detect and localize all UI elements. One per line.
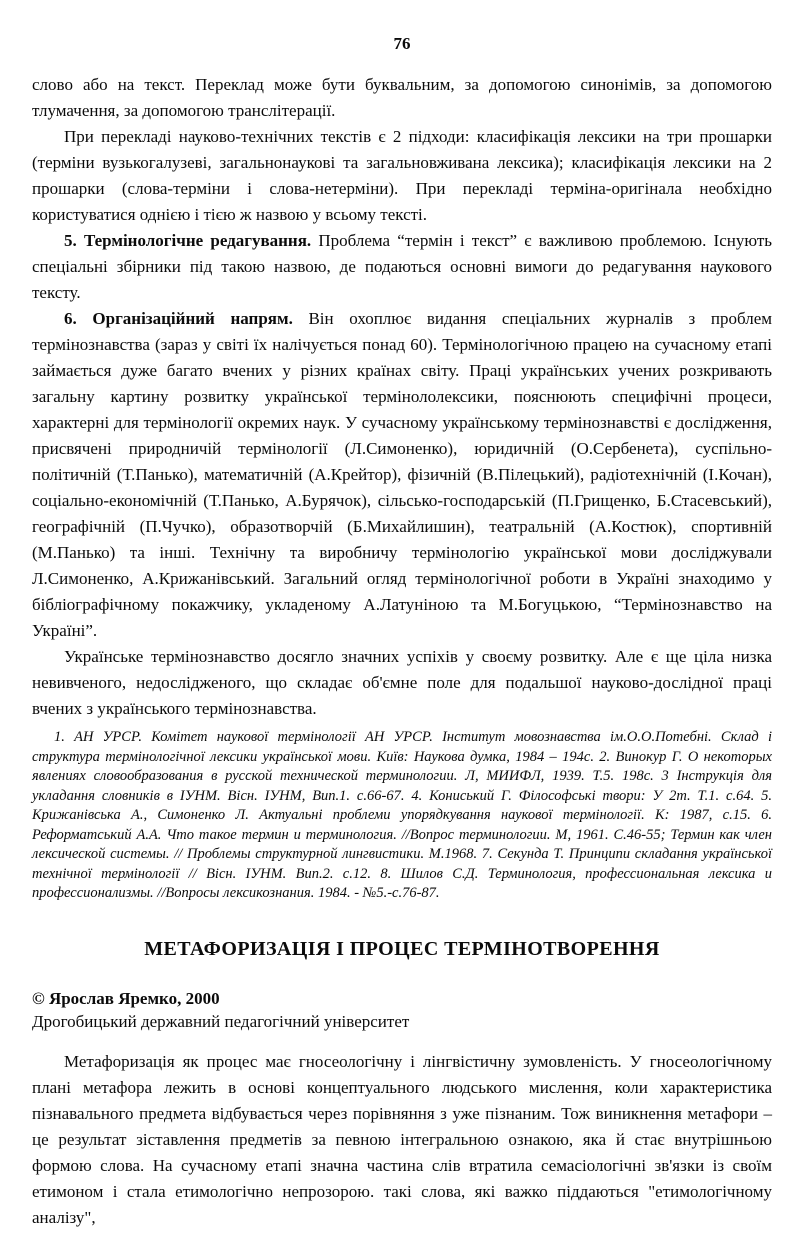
- references-block: 1. АН УРСР. Комітет наукової термінології АН УРСР. Інститут мовознавства ім.О.О.Потебні. Склад і структура термінологічної лексики української мови. Київ: Наукова думка, 1984 – 194с. 2. Винокур Г. О некоторых явлениях словообразования в русской технической терминологии. Л, МИИФЛ, 1939. Т.5. 198с. 3 Інструкція для укладання словників в ІУНМ. Вісн. ІУНМ, Вип.1. с.66-67. 4. Кониський Г. Філософські твори: У 2т. Т.1. с.64. 5. Крижанівська А., Симоненко Л. Актуальні проблеми упорядкування наукової термінології. К: 1987, с.15. 6. Реформатський А.А. Что такое термин и терминология. //Вопрос терминологии. М, 1961. С.46-55; Термин как член лексической системы. // Проблемы структурной лингвистики. М.1968. 7. Секунда Т. Принципи складання української технічної термінології // Вісн. ІУНМ. Вип.2. с.12. 8. Шилов С.Д. Терминология, профессиональная лексика и профессионализмы. //Вопросы лексикознания. 1984. - №5.-с.76-87.: [32, 729, 772, 901]
- copyright-line: © Ярослав Яремко, 2000: [32, 988, 220, 1008]
- paragraph-text: Він охоплює видання спеціальних журналів з проблем термінознавства (зараз у світі їх налічується понад 60). Термінологічною працею на сучасному етапі займається дуже багато вчених у різних країнах світу. Праці українських учених розкривають загальну картину розвитку української термінололексики, пояснюють специфічні процеси, характерні для термінології окремих наук. У сучасному українському термінознавстві є дослідження, присвячені природничій термінології (Л.Симоненко), юридичній (О.Сербенета), суспільно-політичній (Т.Панько), математичній (А.Крейтор), фізичній (В.Пілецький), радіотехнічній (І.Кочан), соціально-економічній (Т.Панько, А.Бурячок), сільсько-господарській (П.Грищенко, Б.Стасевський), географічній (П.Чучко), образотворчій (Б.Михайлишин), театральній (А.Костюк), спортивній (М.Панько) та інші. Технічну та виробничу термінологію української мови досліджували Л.Симоненко, А.Крижанівський. Загальний огляд термінологічної роботи в Україні знаходимо у бібліографічному покажчику, укладеному А.Латуніною та М.Богуцькою, “Термінознавство на Україні”.: [32, 309, 773, 640]
- paragraph: слово або на текст. Переклад може бути буквальним, за допомогою синонімів, за допомогою тлумачення, за допомогою транслітерації.: [32, 75, 772, 120]
- article2-body: [32, 1049, 772, 1231]
- paragraph: При перекладі науково-технічних текстів є 2 підходи: класифікація лексики на три прошарки (терміни вузькогалузеві, загальнонаукові та загальновживана лексика); класифікація лексики на 2 прошарки (слова-терміни і слова-нетерміни). При перекладі терміна-оригінала необхідно користуватися однією і тією ж назвою у всьому тексті.: [32, 127, 772, 224]
- paragraph: Метафоризація як процес має гносеологічну і лінгвістичну зумовленість. У гносеологічному плані метафора лежить в основі концептуального людського мислення, коли характеристика пізнавального предмета відбувається через порівняння з уже пізнаним. Тож виникнення метафори – це результат зіставлення предметів за певною інтегральною ознакою, яка й стає внутрішньою формою слова. На сучасному етапі значна частина слів втратила семасіологічні зв'язки із своїм етимоном і стала етимологічно непрозорою. такі слова, які важко піддаються "етимологічному аналізу",: [32, 1051, 772, 1227]
- page-number: 76: [393, 34, 411, 53]
- paragraph: [32, 228, 772, 306]
- article1-body: [32, 72, 772, 904]
- paragraph: Українське термінознавство досягло значних успіхів у своєму розвитку. Але є ще ціла низка невивченого, недослідженого, що складає об'ємне поле для подальшої науково-дослідної праці вчених з українського термінознавства.: [32, 647, 772, 718]
- paragraph-lead: 6. Організаційний напрям.: [64, 309, 293, 328]
- paragraph: [32, 306, 772, 644]
- affiliation-line: Дрогобицький державний педагогічний університет: [32, 1011, 410, 1031]
- paragraph-lead: 5. Термінологічне редагування.: [64, 231, 312, 250]
- article-title: МЕТАФОРИЗАЦІЯ І ПРОЦЕС ТЕРМІНОТВОРЕННЯ: [144, 937, 660, 960]
- paragraph-text: Проблема “термін і текст” є важливою проблемою. Існують спеціальні збірники під такою назвою, де подаються основні вимоги до редагування наукового тексту.: [32, 231, 773, 302]
